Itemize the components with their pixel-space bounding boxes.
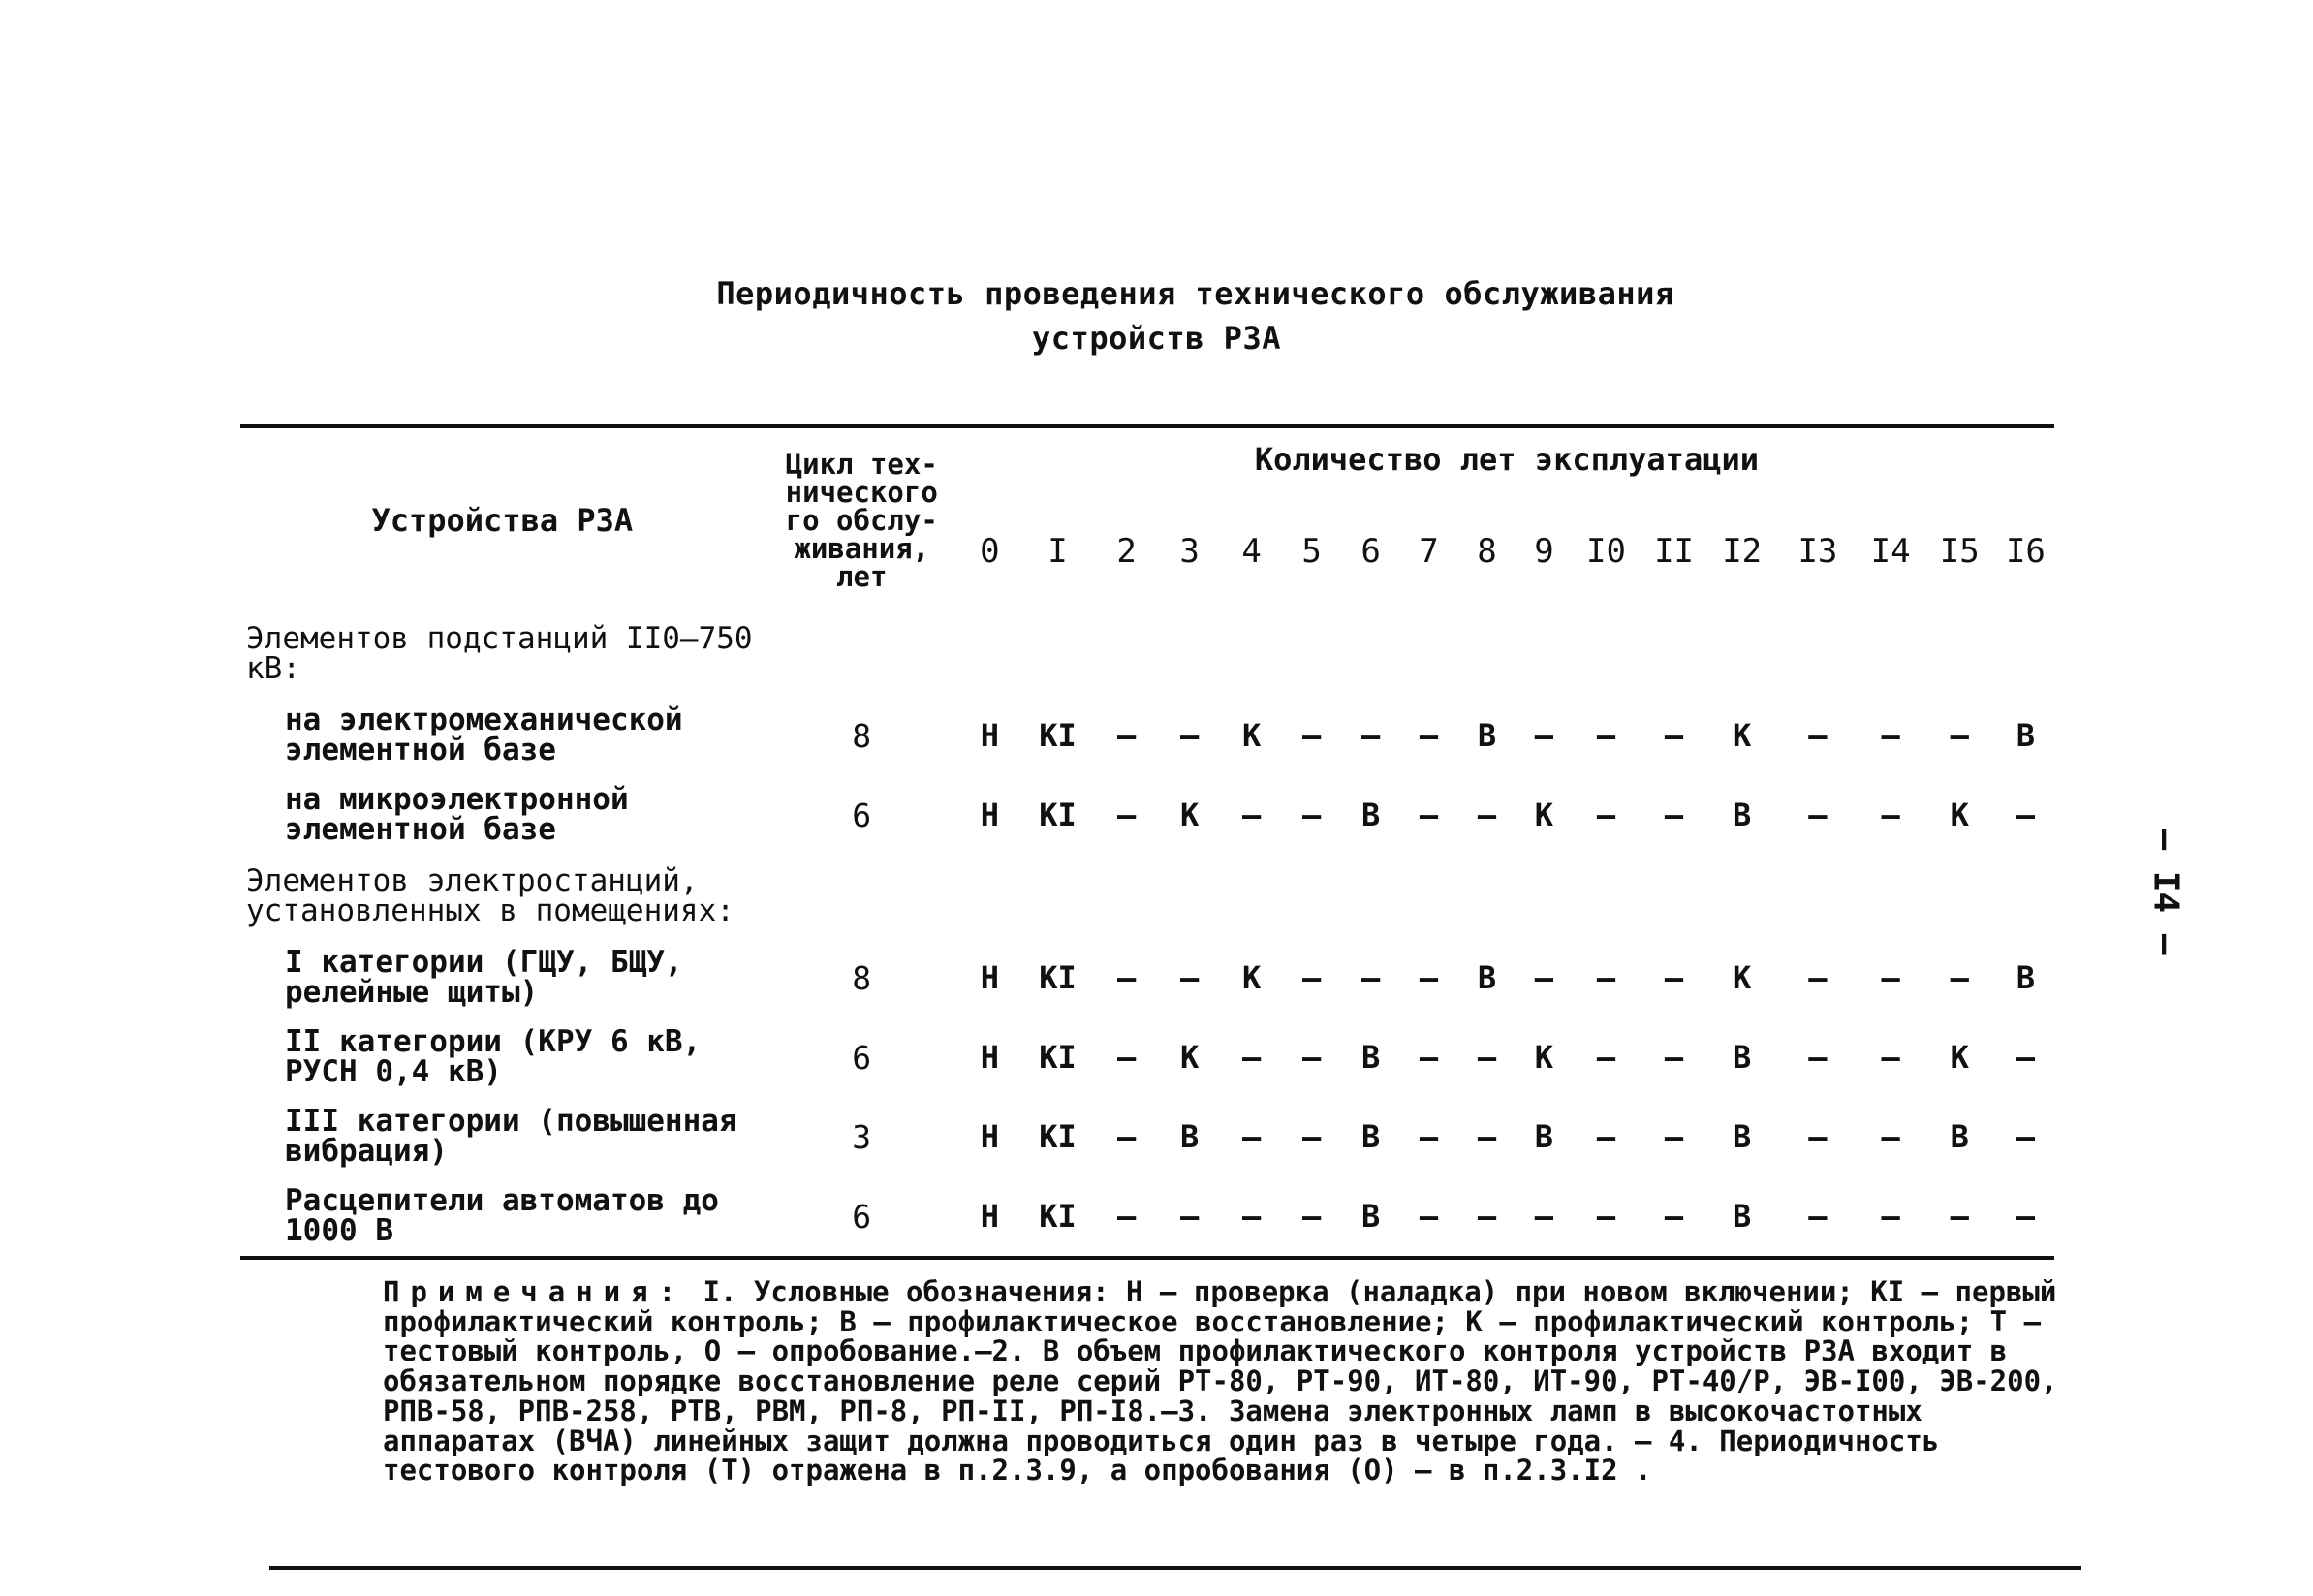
year-cell: К <box>1534 797 1554 833</box>
year-cell: – <box>1116 1118 1137 1155</box>
year-cell: – <box>2016 1118 2036 1155</box>
table-row <box>240 855 2054 938</box>
title-line-2: устройств РЗА <box>1032 320 1281 358</box>
year-cell: – <box>1116 717 1137 754</box>
year-header: 8 <box>1477 532 1497 571</box>
year-cell: – <box>1419 959 1439 996</box>
year-cell: – <box>1596 1039 1616 1076</box>
year-cell: Н <box>959 1176 1020 1258</box>
year-cell: – <box>1808 959 1828 996</box>
year-cell: – <box>1641 1176 1707 1258</box>
page-number <box>2103 814 2200 988</box>
year-header: I2 <box>1722 532 1763 571</box>
year-cell: – <box>1477 1039 1497 1076</box>
year-cell: – <box>1242 1039 1262 1076</box>
year-cell: Н <box>980 1039 999 1076</box>
cycle-value: 6 <box>852 796 872 834</box>
year-cell: В <box>1707 1176 1776 1258</box>
year-cell: В <box>1950 1118 1969 1155</box>
cycle-value: 3 <box>852 1117 872 1156</box>
year-cell: – <box>1808 1118 1828 1155</box>
year-cell: К <box>1242 717 1262 754</box>
year-cell: В <box>1477 717 1497 754</box>
year-cell: – <box>1301 959 1322 996</box>
year-cell <box>1922 612 1997 696</box>
year-cell: К <box>1534 1039 1554 1076</box>
year-header: 5 <box>1301 532 1322 571</box>
device-label: I категории (ГЩУ, БЩУ, релейные щиты) <box>285 945 683 1010</box>
year-cell: КI <box>1039 717 1077 754</box>
year-cell: К <box>1950 797 1969 833</box>
year-cell: – <box>1179 717 1200 754</box>
year-cell: – <box>1881 797 1900 833</box>
group-label: Элементов подстанций II0–750 кВ: <box>246 621 753 686</box>
year-cell: – <box>1301 1118 1322 1155</box>
year-cell <box>1776 612 1859 696</box>
year-header: 4 <box>1241 532 1262 571</box>
year-cell <box>1400 612 1457 696</box>
year-header: 0 <box>980 532 1000 571</box>
header-years-of-operation: Количество лет эксплуатации <box>959 426 2054 490</box>
year-cell: В <box>1341 1176 1400 1258</box>
year-cell: К <box>1179 1039 1200 1076</box>
notes <box>383 1277 2069 1486</box>
year-cell: – <box>1419 1118 1439 1155</box>
year-cell: – <box>1808 717 1828 754</box>
table-body <box>240 612 2054 1258</box>
year-header: 6 <box>1360 532 1381 571</box>
year-cell: – <box>1116 1039 1137 1076</box>
year-cell: – <box>1301 717 1322 754</box>
year-header: I4 <box>1870 532 1911 571</box>
title-line-1: Периодичность проведения технического обслуживания <box>716 275 1674 312</box>
year-cell: – <box>1881 717 1900 754</box>
table-row <box>240 775 2054 855</box>
year-cell: – <box>1860 1176 1922 1258</box>
year-cell <box>1457 612 1516 696</box>
header-cycle: Цикл тех- нического го обслу- живания, лет <box>765 426 959 612</box>
year-cell: – <box>1516 1176 1572 1258</box>
device-label: III категории (повышенная вибрация) <box>285 1104 737 1169</box>
year-cell: – <box>1776 1176 1859 1258</box>
year-cell: КI <box>1039 959 1077 996</box>
table-row <box>240 938 2054 1017</box>
year-cell <box>1572 855 1641 938</box>
year-cell <box>1516 612 1572 696</box>
year-cell: – <box>1922 1176 1997 1258</box>
year-cell: В <box>1360 1039 1381 1076</box>
year-cell: – <box>1419 1039 1439 1076</box>
year-cell: Н <box>980 717 999 754</box>
year-cell <box>1020 855 1095 938</box>
year-cell <box>1641 612 1707 696</box>
year-cell: – <box>1664 959 1684 996</box>
year-cell: – <box>1477 1118 1497 1155</box>
cycle-value: 6 <box>852 1038 872 1077</box>
year-cell: В <box>1477 959 1497 996</box>
year-cell: – <box>1419 797 1439 833</box>
year-cell: Н <box>980 959 999 996</box>
year-header: I <box>1047 532 1068 571</box>
device-label: на микроэлектронной элементной базе <box>285 782 629 847</box>
year-cell: К <box>1733 717 1752 754</box>
year-header: I5 <box>1939 532 1980 571</box>
year-cell <box>959 612 1020 696</box>
year-header: I6 <box>2005 532 2046 571</box>
document-title <box>0 271 2313 361</box>
year-cell: КI <box>1039 1118 1077 1155</box>
year-cell: КI <box>1020 1176 1095 1258</box>
year-cell <box>1457 855 1516 938</box>
year-cell: – <box>1282 1176 1341 1258</box>
year-cell <box>1776 855 1859 938</box>
year-cell <box>1860 612 1922 696</box>
year-cell <box>1020 612 1095 696</box>
year-cell: – <box>1360 717 1381 754</box>
bottom-rule <box>269 1566 2081 1570</box>
table-row <box>240 1176 2054 1258</box>
year-cell: – <box>1457 1176 1516 1258</box>
year-cell <box>1641 855 1707 938</box>
maintenance-table <box>240 424 2054 1260</box>
year-cell <box>1282 612 1341 696</box>
table-row <box>240 1097 2054 1176</box>
year-cell: – <box>1881 1039 1900 1076</box>
device-label: Расцепители автоматов до 1000 В <box>240 1176 765 1258</box>
year-cell: – <box>1664 1118 1684 1155</box>
year-cell <box>1282 855 1341 938</box>
year-cell: – <box>1116 797 1137 833</box>
year-cell: – <box>1596 959 1616 996</box>
year-cell: – <box>1179 959 1200 996</box>
year-cell: – <box>1596 797 1616 833</box>
year-cell <box>1572 612 1641 696</box>
year-cell: – <box>1881 959 1900 996</box>
year-cell: – <box>1158 1176 1221 1258</box>
year-cell: – <box>1596 717 1616 754</box>
year-cell: – <box>1950 959 1969 996</box>
cycle-value: 8 <box>852 958 872 997</box>
notes-heading: Примечания: <box>383 1275 687 1308</box>
year-header: 2 <box>1116 532 1137 571</box>
table-row <box>240 612 2054 696</box>
year-cell: КI <box>1039 797 1077 833</box>
year-cell: – <box>1664 717 1684 754</box>
year-cell: К <box>1179 797 1200 833</box>
year-cell: – <box>1950 717 1969 754</box>
year-cell: В <box>1733 1118 1752 1155</box>
year-cell: – <box>1301 797 1322 833</box>
year-cell: – <box>1242 1118 1262 1155</box>
table-row <box>240 696 2054 775</box>
year-cell: – <box>1808 797 1828 833</box>
page-number-text: – I4 – <box>2145 829 2186 955</box>
year-cell: КI <box>1039 1039 1077 1076</box>
year-cell: К <box>1950 1039 1969 1076</box>
year-cell: – <box>1534 959 1554 996</box>
header-devices: Устройства РЗА <box>240 426 765 612</box>
group-label: Элементов электростанций, установленных в помещениях: <box>246 863 735 928</box>
year-cell: – <box>1572 1176 1641 1258</box>
year-header: I0 <box>1585 532 1626 571</box>
year-cell <box>1922 855 1997 938</box>
year-cell: – <box>1221 1176 1282 1258</box>
year-cell: – <box>2016 1039 2036 1076</box>
year-cell <box>1860 855 1922 938</box>
year-cell: В <box>1733 797 1752 833</box>
year-cell: – <box>1095 1176 1158 1258</box>
year-cell <box>1221 612 1282 696</box>
year-cell: – <box>1400 1176 1457 1258</box>
year-cell: – <box>1596 1118 1616 1155</box>
year-cell: В <box>1360 1118 1381 1155</box>
table-row <box>240 1017 2054 1097</box>
year-cell <box>1707 612 1776 696</box>
year-cell <box>1221 855 1282 938</box>
year-cell <box>1095 612 1158 696</box>
year-cell: – <box>1242 797 1262 833</box>
notes-text: I. Условные обозначения: Н – проверка (наладка) при новом включении; КI – первый профилактический контроль; В – профилактическое восстановление; К – профилактический контроль; Т – тестовый контроль, О – опробование.–2. В объем профилактического контроля устройств РЗА входит в обязательном порядке восстановление реле серий РТ-80, РТ-90, ИТ-80, ИТ-90, РТ-40/Р, ЭВ-I00, ЭВ-200, РПВ-58, РПВ-258, РТВ, РВМ, РП-8, РП-II, РП-I8.–3. Замена электронных ламп в высокочастотных аппаратах (ВЧА) линейных защит должна проводиться один раз в четыре года. – 4. Периодичность тестового контроля (Т) отражена в п.2.3.9, а опробования (О) – в п.2.3.I2 . <box>383 1275 2058 1487</box>
year-header: II <box>1654 532 1695 571</box>
year-cell <box>1997 612 2054 696</box>
year-cell <box>1341 612 1400 696</box>
year-cell: К <box>1242 959 1262 996</box>
year-cell: В <box>1360 797 1381 833</box>
year-cell: – <box>1534 717 1554 754</box>
cycle-value <box>765 612 959 696</box>
year-cell: – <box>1881 1118 1900 1155</box>
year-cell: – <box>1419 717 1439 754</box>
year-cell: – <box>2016 797 2036 833</box>
year-cell: – <box>1116 959 1137 996</box>
year-cell: – <box>1997 1176 2054 1258</box>
cycle-value: 8 <box>852 716 872 755</box>
year-cell <box>959 855 1020 938</box>
year-cell <box>1095 855 1158 938</box>
year-cell: Н <box>980 1118 999 1155</box>
year-cell: – <box>1301 1039 1322 1076</box>
year-header: 3 <box>1179 532 1200 571</box>
year-cell: – <box>1477 797 1497 833</box>
cycle-value <box>765 855 959 938</box>
year-cell: – <box>1664 1039 1684 1076</box>
year-cell: – <box>1664 797 1684 833</box>
year-cell <box>1997 855 2054 938</box>
year-header: 9 <box>1534 532 1554 571</box>
year-cell: В <box>1733 1039 1752 1076</box>
year-cell: Н <box>980 797 999 833</box>
year-cell <box>1158 855 1221 938</box>
year-cell <box>1707 855 1776 938</box>
year-header: I3 <box>1797 532 1838 571</box>
year-cell: – <box>1808 1039 1828 1076</box>
year-cell <box>1516 855 1572 938</box>
year-cell: В <box>1179 1118 1200 1155</box>
year-cell: – <box>1360 959 1381 996</box>
device-label: на электромеханической элементной базе <box>285 703 683 767</box>
year-cell: В <box>2016 959 2036 996</box>
year-cell <box>1400 855 1457 938</box>
year-cell: В <box>2016 717 2036 754</box>
year-cell <box>1341 855 1400 938</box>
year-cell <box>1158 612 1221 696</box>
device-label: II категории (КРУ 6 кВ, РУСН 0,4 кВ) <box>285 1024 702 1089</box>
year-cell: В <box>1534 1118 1554 1155</box>
year-header: 7 <box>1419 532 1439 571</box>
cycle-value: 6 <box>765 1176 959 1258</box>
year-cell: К <box>1733 959 1752 996</box>
